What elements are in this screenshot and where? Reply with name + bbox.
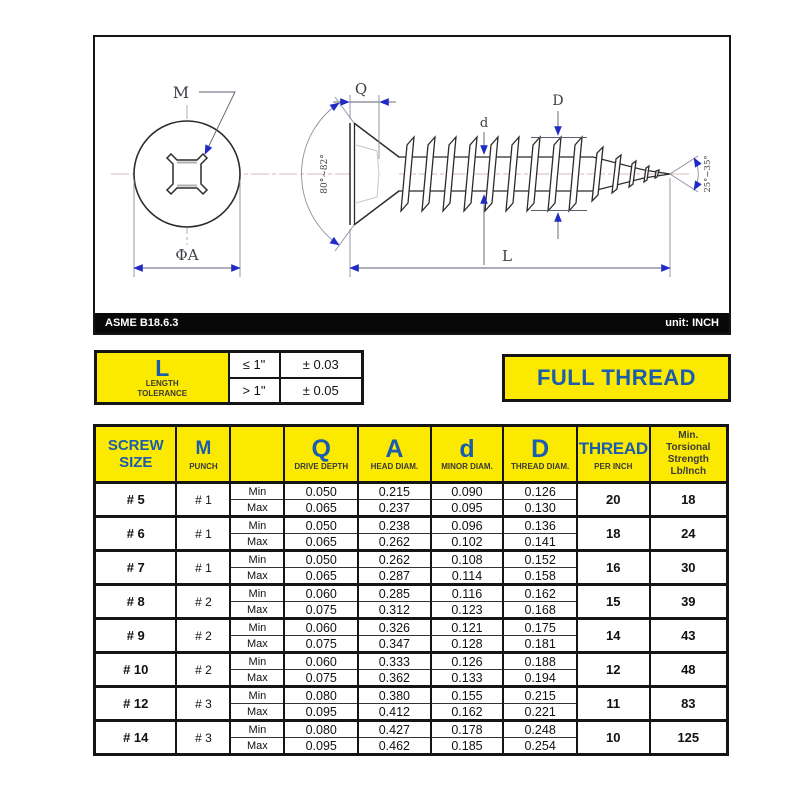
value-cell: 0.181: [503, 636, 577, 653]
thread-per-inch-cell: 14: [577, 619, 650, 653]
max-label: Max: [230, 670, 284, 687]
tolerance-label-line1: LENGTH: [145, 378, 179, 388]
spec-row-min: [95, 619, 728, 636]
max-label: Max: [230, 602, 284, 619]
spec-row-min: [95, 721, 728, 738]
strength-cell: 125: [650, 721, 728, 755]
value-cell: 0.237: [358, 500, 431, 517]
punch-cell: # 3: [176, 687, 230, 721]
col-header-torsional-strength: Min. Torsional Strength Lb/Inch: [650, 426, 728, 483]
value-cell: 0.238: [358, 517, 431, 534]
max-label: Max: [230, 568, 284, 585]
screw-size-cell: # 14: [95, 721, 177, 755]
value-cell: 0.162: [503, 585, 577, 602]
min-label: Min: [230, 619, 284, 636]
col-header-thread-per-inch: THREAD PER INCH: [577, 426, 650, 483]
col-header-punch: M PUNCH: [176, 426, 230, 483]
strength-cell: 43: [650, 619, 728, 653]
drawing-panel: [93, 35, 731, 335]
value-cell: 0.095: [431, 500, 504, 517]
value-cell: 0.194: [503, 670, 577, 687]
value-cell: 0.221: [503, 704, 577, 721]
min-label: Min: [230, 687, 284, 704]
value-cell: 0.347: [358, 636, 431, 653]
tolerance-label-line2: TOLERANCE: [137, 388, 188, 398]
value-cell: 0.095: [284, 738, 358, 755]
thread-per-inch-cell: 15: [577, 585, 650, 619]
min-label: Min: [230, 653, 284, 670]
value-cell: 0.050: [284, 517, 358, 534]
thread-diameter-label: D: [552, 93, 564, 109]
value-cell: 0.065: [284, 534, 358, 551]
max-label: Max: [230, 738, 284, 755]
value-cell: 0.060: [284, 585, 358, 602]
value-cell: 0.215: [503, 687, 577, 704]
tolerance-value: ± 0.05: [280, 378, 363, 404]
value-cell: 0.128: [431, 636, 504, 653]
value-cell: 0.158: [503, 568, 577, 585]
recess-label: M: [172, 83, 190, 102]
value-cell: 0.096: [431, 517, 504, 534]
value-cell: 0.075: [284, 602, 358, 619]
value-cell: 0.126: [503, 483, 577, 500]
col-header-thread-diam: D THREAD DIAM.: [503, 426, 577, 483]
spec-row-min: [95, 585, 728, 602]
value-cell: 0.130: [503, 500, 577, 517]
value-cell: 0.102: [431, 534, 504, 551]
max-label: Max: [230, 500, 284, 517]
value-cell: 0.168: [503, 602, 577, 619]
min-label: Min: [230, 721, 284, 738]
standard-bar: [95, 313, 729, 333]
phillips-recess: [167, 154, 207, 194]
value-cell: 0.287: [358, 568, 431, 585]
tolerance-condition: ≤ 1": [229, 352, 280, 378]
spec-row-min: [95, 653, 728, 670]
strength-cell: 24: [650, 517, 728, 551]
head-diameter-label: ΦA: [175, 246, 199, 264]
value-cell: 0.080: [284, 687, 358, 704]
point-angle-label: 25°~35°: [703, 155, 713, 193]
tolerance-symbol: L: [155, 354, 170, 381]
strength-cell: 30: [650, 551, 728, 585]
screw-size-cell: # 9: [95, 619, 177, 653]
technical-drawing: [95, 37, 729, 315]
spec-table-body: [95, 483, 728, 755]
spec-row-min: [95, 687, 728, 704]
strength-cell: 83: [650, 687, 728, 721]
length-label: L: [502, 247, 512, 265]
col-header-minor-diam: d MINOR DIAM.: [431, 426, 504, 483]
col-header-head-diam: A HEAD DIAM.: [358, 426, 431, 483]
strength-cell: 39: [650, 585, 728, 619]
screw-size-cell: # 6: [95, 517, 177, 551]
thread-per-inch-cell: 11: [577, 687, 650, 721]
value-cell: 0.065: [284, 500, 358, 517]
screw-size-cell: # 12: [95, 687, 177, 721]
value-cell: 0.080: [284, 721, 358, 738]
value-cell: 0.215: [358, 483, 431, 500]
spec-row-min: [95, 551, 728, 568]
min-label: Min: [230, 517, 284, 534]
length-tolerance-box: [94, 350, 364, 405]
max-label: Max: [230, 534, 284, 551]
value-cell: 0.262: [358, 534, 431, 551]
screw-size-cell: # 7: [95, 551, 177, 585]
thread-per-inch-cell: 16: [577, 551, 650, 585]
value-cell: 0.108: [431, 551, 504, 568]
screw-size-cell: # 10: [95, 653, 177, 687]
spec-table-wrap: [93, 424, 729, 756]
value-cell: 0.412: [358, 704, 431, 721]
thread-per-inch-cell: 10: [577, 721, 650, 755]
value-cell: 0.133: [431, 670, 504, 687]
min-label: Min: [230, 551, 284, 568]
minor-diameter-label: d: [479, 116, 489, 131]
value-cell: 0.178: [431, 721, 504, 738]
tolerance-condition: > 1": [229, 378, 280, 404]
spec-row-min: [95, 517, 728, 534]
max-label: Max: [230, 636, 284, 653]
col-header-minmax: [230, 426, 284, 483]
value-cell: 0.060: [284, 619, 358, 636]
punch-cell: # 2: [176, 585, 230, 619]
tolerance-symbol-cell: [96, 352, 229, 404]
value-cell: 0.065: [284, 568, 358, 585]
value-cell: 0.114: [431, 568, 504, 585]
value-cell: 0.075: [284, 636, 358, 653]
value-cell: 0.248: [503, 721, 577, 738]
value-cell: 0.312: [358, 602, 431, 619]
head-angle-label: 80°~82°: [320, 154, 330, 194]
value-cell: 0.050: [284, 483, 358, 500]
full-thread-badge: [502, 354, 731, 402]
value-cell: 0.380: [358, 687, 431, 704]
spec-row-min: [95, 483, 728, 500]
spec-table: [93, 424, 729, 756]
strength-cell: 18: [650, 483, 728, 517]
punch-cell: # 2: [176, 619, 230, 653]
value-cell: 0.285: [358, 585, 431, 602]
value-cell: 0.462: [358, 738, 431, 755]
value-cell: 0.050: [284, 551, 358, 568]
value-cell: 0.254: [503, 738, 577, 755]
value-cell: 0.155: [431, 687, 504, 704]
screw-size-cell: # 5: [95, 483, 177, 517]
value-cell: 0.126: [431, 653, 504, 670]
value-cell: 0.333: [358, 653, 431, 670]
punch-cell: # 1: [176, 483, 230, 517]
value-cell: 0.095: [284, 704, 358, 721]
full-thread-label: FULL THREAD: [536, 365, 697, 390]
value-cell: 0.362: [358, 670, 431, 687]
thread-per-inch-cell: 18: [577, 517, 650, 551]
value-cell: 0.121: [431, 619, 504, 636]
punch-cell: # 1: [176, 517, 230, 551]
tolerance-value: ± 0.03: [280, 352, 363, 378]
thread-per-inch-cell: 12: [577, 653, 650, 687]
min-label: Min: [230, 585, 284, 602]
value-cell: 0.116: [431, 585, 504, 602]
value-cell: 0.075: [284, 670, 358, 687]
punch-cell: # 2: [176, 653, 230, 687]
value-cell: 0.123: [431, 602, 504, 619]
value-cell: 0.185: [431, 738, 504, 755]
standard-name: ASME B18.6.3: [105, 317, 179, 329]
max-label: Max: [230, 704, 284, 721]
screw-size-cell: # 8: [95, 585, 177, 619]
punch-cell: # 3: [176, 721, 230, 755]
unit-label: unit: INCH: [665, 317, 719, 329]
value-cell: 0.136: [503, 517, 577, 534]
thread-per-inch-cell: 20: [577, 483, 650, 517]
value-cell: 0.427: [358, 721, 431, 738]
drive-depth-label: Q: [354, 80, 368, 98]
value-cell: 0.090: [431, 483, 504, 500]
value-cell: 0.326: [358, 619, 431, 636]
col-header-drive-depth: Q DRIVE DEPTH: [284, 426, 358, 483]
value-cell: 0.188: [503, 653, 577, 670]
punch-cell: # 1: [176, 551, 230, 585]
min-label: Min: [230, 483, 284, 500]
value-cell: 0.141: [503, 534, 577, 551]
value-cell: 0.175: [503, 619, 577, 636]
value-cell: 0.060: [284, 653, 358, 670]
value-cell: 0.152: [503, 551, 577, 568]
col-header-screw-size: SCREW SIZE: [95, 426, 177, 483]
value-cell: 0.262: [358, 551, 431, 568]
strength-cell: 48: [650, 653, 728, 687]
value-cell: 0.162: [431, 704, 504, 721]
